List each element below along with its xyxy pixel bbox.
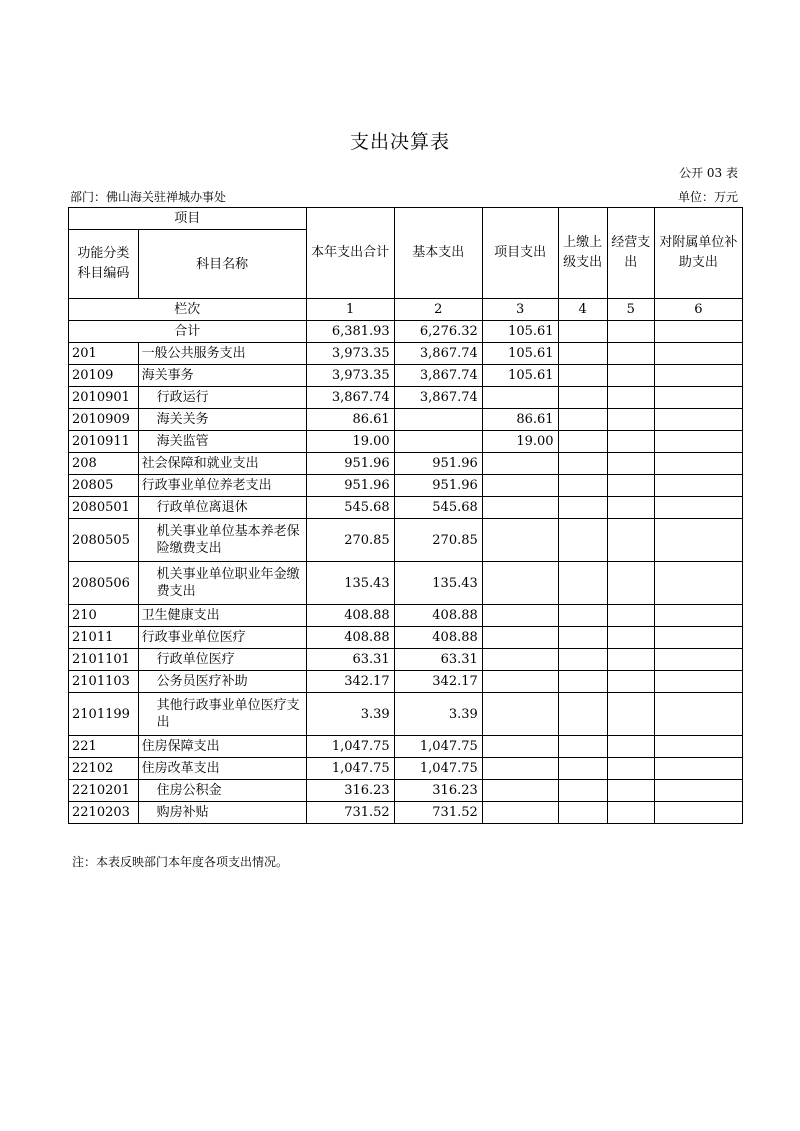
header-subject-name: 科目名称 [138,230,306,299]
row-project: 105.61 [482,365,558,387]
row-code: 210 [69,605,139,627]
table-row [69,693,743,736]
header-basic: 基本支出 [394,208,482,299]
empty-cell [654,431,742,453]
row-total: 1,047.75 [306,758,394,780]
row-basic: 731.52 [394,802,482,824]
empty-cell [607,802,654,824]
empty-cell [558,519,607,562]
row-basic: 135.43 [394,562,482,605]
table-row [69,758,743,780]
empty-cell [654,453,742,475]
empty-cell [558,802,607,824]
row-total: 951.96 [306,453,394,475]
column-number: 6 [654,299,742,321]
table-row [69,365,743,387]
empty-cell [654,627,742,649]
table-row [69,627,743,649]
empty-cell [558,343,607,365]
empty-cell [654,736,742,758]
total-basic: 6,276.32 [394,321,482,343]
column-number-label: 栏次 [69,299,307,321]
row-basic: 63.31 [394,649,482,671]
empty-cell [607,409,654,431]
empty-cell [607,475,654,497]
empty-cell [654,562,742,605]
empty-cell [654,321,742,343]
row-basic: 3,867.74 [394,365,482,387]
row-total: 731.52 [306,802,394,824]
empty-cell [558,497,607,519]
empty-cell [607,627,654,649]
column-number-row [69,299,743,321]
empty-cell [607,431,654,453]
row-code: 2080506 [69,562,139,605]
row-project [482,475,558,497]
row-basic: 342.17 [394,671,482,693]
row-total: 63.31 [306,649,394,671]
row-basic: 1,047.75 [394,736,482,758]
total-amount: 6,381.93 [306,321,394,343]
row-project [482,649,558,671]
row-subject-name: 行政事业单位医疗 [138,627,306,649]
row-project [482,758,558,780]
row-total: 545.68 [306,497,394,519]
column-number: 2 [394,299,482,321]
row-project [482,453,558,475]
empty-cell [654,758,742,780]
empty-cell [558,736,607,758]
empty-cell [654,693,742,736]
row-total: 135.43 [306,562,394,605]
row-code: 2210201 [69,780,139,802]
row-subject-name: 一般公共服务支出 [138,343,306,365]
row-basic: 3,867.74 [394,387,482,409]
total-label: 合计 [69,321,307,343]
row-code: 20805 [69,475,139,497]
row-subject-name: 机关事业单位职业年金缴费支出 [138,562,306,605]
header-row [69,208,743,230]
row-basic: 3.39 [394,693,482,736]
empty-cell [654,475,742,497]
row-code: 2010909 [69,409,139,431]
row-subject-name: 海关监管 [138,431,306,453]
empty-cell [558,562,607,605]
empty-cell [654,387,742,409]
row-code: 21011 [69,627,139,649]
row-basic: 270.85 [394,519,482,562]
table-row [69,497,743,519]
header-subsidy: 对附属单位补助支出 [654,208,742,299]
table-row [69,431,743,453]
row-code: 2101199 [69,693,139,736]
row-basic [394,409,482,431]
row-subject-name: 行政单位医疗 [138,649,306,671]
page-title: 支出决算表 [349,131,450,153]
total-project: 105.61 [482,321,558,343]
row-project [482,780,558,802]
row-project [482,497,558,519]
table-note: 注：本表反映部门本年度各项支出情况。 [72,855,289,869]
row-subject-name: 其他行政事业单位医疗支出 [138,693,306,736]
row-subject-name: 社会保障和就业支出 [138,453,306,475]
row-subject-name: 海关事务 [138,365,306,387]
empty-cell [558,605,607,627]
empty-cell [654,497,742,519]
row-subject-name: 公务员医疗补助 [138,671,306,693]
empty-cell [558,409,607,431]
column-number: 5 [607,299,654,321]
empty-cell [654,649,742,671]
row-code: 2010901 [69,387,139,409]
row-basic [394,431,482,453]
empty-cell [607,562,654,605]
department-label: 部门：佛山海关驻禅城办事处 [70,190,227,204]
row-project: 19.00 [482,431,558,453]
empty-cell [654,802,742,824]
header-project: 项目支出 [482,208,558,299]
row-subject-name: 机关事业单位基本养老保险缴费支出 [138,519,306,562]
empty-cell [558,431,607,453]
empty-cell [607,453,654,475]
header-business: 经营支出 [607,208,654,299]
empty-cell [558,758,607,780]
row-code: 2080505 [69,519,139,562]
table-row [69,387,743,409]
table-row [69,736,743,758]
row-total: 951.96 [306,475,394,497]
empty-cell [607,671,654,693]
row-subject-name: 住房公积金 [138,780,306,802]
row-total: 3,867.74 [306,387,394,409]
empty-cell [654,519,742,562]
empty-cell [607,605,654,627]
row-subject-name: 住房改革支出 [138,758,306,780]
empty-cell [654,343,742,365]
row-project [482,802,558,824]
row-project [482,605,558,627]
row-project [482,693,558,736]
unit-label: 单位：万元 [677,190,738,204]
row-subject-name: 购房补贴 [138,802,306,824]
row-basic: 408.88 [394,605,482,627]
empty-cell [654,365,742,387]
table-row [69,671,743,693]
header-item: 项目 [69,208,307,230]
table-row [69,453,743,475]
empty-cell [607,780,654,802]
row-total: 270.85 [306,519,394,562]
row-code: 2210203 [69,802,139,824]
empty-cell [558,780,607,802]
row-total: 3,973.35 [306,365,394,387]
row-total: 1,047.75 [306,736,394,758]
table-row [69,519,743,562]
row-total: 316.23 [306,780,394,802]
header-upper: 上缴上级支出 [558,208,607,299]
row-code: 20109 [69,365,139,387]
row-basic: 951.96 [394,475,482,497]
row-project: 86.61 [482,409,558,431]
row-subject-name: 海关关务 [138,409,306,431]
row-total: 3,973.35 [306,343,394,365]
row-project [482,627,558,649]
empty-cell [558,693,607,736]
form-number: 公开 03 表 [679,166,738,180]
row-code: 2010911 [69,431,139,453]
empty-cell [558,649,607,671]
row-code: 208 [69,453,139,475]
empty-cell [654,605,742,627]
table-row [69,343,743,365]
empty-cell [558,387,607,409]
row-total: 408.88 [306,605,394,627]
table-row [69,649,743,671]
empty-cell [607,693,654,736]
empty-cell [558,321,607,343]
row-basic: 951.96 [394,453,482,475]
total-row [69,321,743,343]
row-basic: 545.68 [394,497,482,519]
row-basic: 316.23 [394,780,482,802]
column-number: 4 [558,299,607,321]
empty-cell [558,627,607,649]
row-total: 86.61 [306,409,394,431]
expenditure-table [68,207,743,824]
empty-cell [654,409,742,431]
table-row [69,475,743,497]
row-project [482,736,558,758]
empty-cell [558,453,607,475]
empty-cell [607,649,654,671]
row-subject-name: 行政事业单位养老支出 [138,475,306,497]
row-subject-name: 行政运行 [138,387,306,409]
row-code: 221 [69,736,139,758]
empty-cell [654,780,742,802]
empty-cell [607,736,654,758]
row-project [482,671,558,693]
empty-cell [607,343,654,365]
row-code: 22102 [69,758,139,780]
empty-cell [654,671,742,693]
empty-cell [607,387,654,409]
table-row [69,780,743,802]
empty-cell [607,365,654,387]
empty-cell [607,758,654,780]
row-total: 19.00 [306,431,394,453]
header-total: 本年支出合计 [306,208,394,299]
row-basic: 1,047.75 [394,758,482,780]
table-row [69,802,743,824]
row-subject-name: 行政单位离退休 [138,497,306,519]
column-number: 3 [482,299,558,321]
row-total: 3.39 [306,693,394,736]
row-subject-name: 卫生健康支出 [138,605,306,627]
empty-cell [558,365,607,387]
table-row [69,605,743,627]
column-number: 1 [306,299,394,321]
table-row [69,409,743,431]
row-project [482,387,558,409]
row-code: 2101103 [69,671,139,693]
empty-cell [558,475,607,497]
row-code: 201 [69,343,139,365]
row-total: 342.17 [306,671,394,693]
row-project: 105.61 [482,343,558,365]
empty-cell [607,497,654,519]
row-basic: 408.88 [394,627,482,649]
row-project [482,562,558,605]
row-subject-name: 住房保障支出 [138,736,306,758]
header-func-code: 功能分类科目编码 [69,230,139,299]
row-code: 2101101 [69,649,139,671]
row-code: 2080501 [69,497,139,519]
empty-cell [607,321,654,343]
row-basic: 3,867.74 [394,343,482,365]
empty-cell [607,519,654,562]
row-project [482,519,558,562]
table-row [69,562,743,605]
row-total: 408.88 [306,627,394,649]
empty-cell [558,671,607,693]
